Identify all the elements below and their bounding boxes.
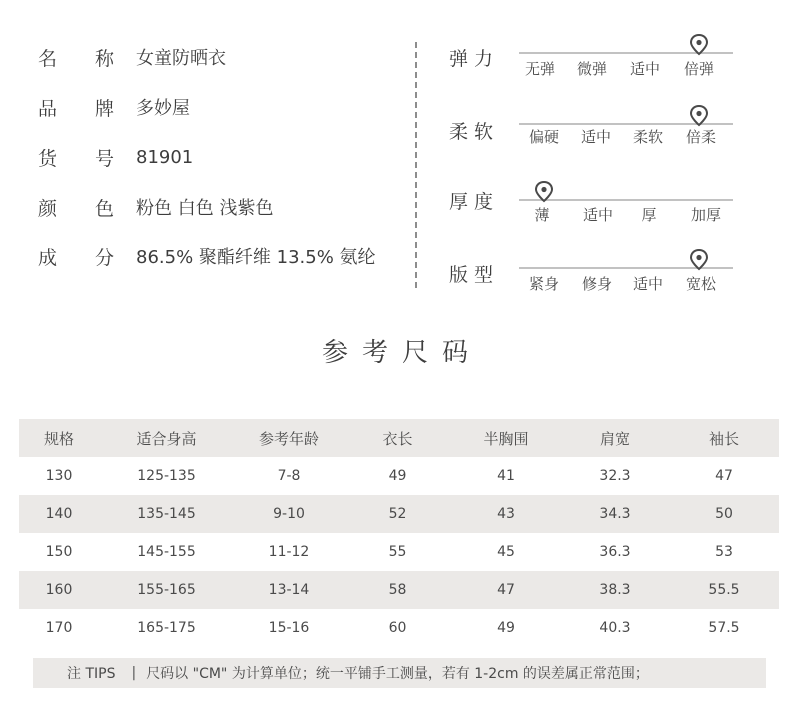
table-cell: 47 xyxy=(715,468,733,484)
table-cell: 11-12 xyxy=(268,544,310,560)
tips-separator: | xyxy=(131,665,137,681)
table-row xyxy=(19,495,779,533)
table-cell: 57.5 xyxy=(708,620,740,636)
table-cell: 43 xyxy=(497,506,515,522)
attr-name: 弹力 xyxy=(449,48,500,70)
table-cell: 45 xyxy=(497,544,515,560)
table-cell: 41 xyxy=(497,468,515,484)
attr-name: 厚度 xyxy=(449,191,500,213)
table-cell: 150 xyxy=(45,544,73,560)
info-label-char: 称 xyxy=(94,47,114,70)
table-cell: 52 xyxy=(388,506,407,522)
table-cell: 55 xyxy=(388,544,407,560)
info-label xyxy=(38,194,136,221)
table-cell: 140 xyxy=(45,506,73,522)
attr-option: 适中 xyxy=(632,275,664,293)
info-value-brand: 多妙屋 xyxy=(136,98,190,119)
info-label xyxy=(38,44,136,71)
tips-text: 尺码以 "CM" 为计算单位；统一平铺手工测量，若有 1-2cm 的误差属正常范围； xyxy=(146,666,649,682)
attr-option: 修身 xyxy=(581,275,613,293)
info-row-name xyxy=(38,43,226,71)
info-label-char: 名 xyxy=(38,47,58,70)
table-cell: 125-135 xyxy=(137,468,196,484)
column-header: 参考年龄 xyxy=(258,429,319,448)
info-label-char: 货 xyxy=(38,147,58,170)
attr-name: 版型 xyxy=(449,264,500,286)
info-value-item-number: 81901 xyxy=(136,146,194,168)
column-header: 适合身高 xyxy=(136,429,197,448)
attr-option-selected: 宽松 xyxy=(685,275,717,293)
info-value-colors: 粉色 白色 浅紫色 xyxy=(136,198,274,219)
table-row xyxy=(19,533,779,571)
table-cell: 36.3 xyxy=(599,544,631,560)
attr-option: 无弹 xyxy=(524,60,556,78)
table-cell: 13-14 xyxy=(268,582,310,598)
info-row-brand xyxy=(38,93,190,121)
attr-option: 加厚 xyxy=(690,206,722,224)
table-row xyxy=(19,609,779,647)
attr-option: 紧身 xyxy=(528,275,560,293)
attr-softness xyxy=(449,117,749,177)
table-cell: 32.3 xyxy=(599,468,631,484)
table-header-row xyxy=(19,419,779,457)
column-header: 袖长 xyxy=(708,429,739,448)
table-cell: 47 xyxy=(497,582,515,598)
table-cell: 55.5 xyxy=(708,582,740,598)
table-cell: 38.3 xyxy=(599,582,631,598)
info-row-color xyxy=(38,193,273,221)
info-label-char: 号 xyxy=(94,147,114,170)
attr-option-selected: 倍柔 xyxy=(685,128,717,146)
tips-bar xyxy=(33,658,766,688)
table-cell: 50 xyxy=(715,506,733,522)
table-row xyxy=(19,571,779,609)
tips-label: 注 TIPS xyxy=(67,666,116,682)
column-header: 衣长 xyxy=(382,429,413,448)
location-pin-icon xyxy=(689,249,709,273)
table-cell: 58 xyxy=(388,582,407,598)
column-header: 肩宽 xyxy=(599,429,630,448)
column-header: 半胸围 xyxy=(483,429,529,448)
location-pin-icon xyxy=(689,34,709,58)
attr-option-selected: 倍弹 xyxy=(683,60,715,78)
dashed-divider xyxy=(415,42,417,288)
attr-fit xyxy=(449,260,749,320)
attr-option: 厚 xyxy=(641,206,657,224)
info-label xyxy=(38,94,136,121)
info-row-composition xyxy=(38,242,376,270)
info-label-char: 分 xyxy=(94,246,114,269)
table-cell: 135-145 xyxy=(137,506,196,522)
table-cell: 49 xyxy=(388,468,407,484)
table-cell: 49 xyxy=(497,620,515,636)
table-row xyxy=(19,457,779,495)
section-title: 参考尺码 xyxy=(321,338,482,368)
table-cell: 170 xyxy=(45,620,73,636)
table-cell: 15-16 xyxy=(268,620,310,636)
info-value-composition: 86.5% 聚酯纤维 13.5% 氨纶 xyxy=(136,247,376,268)
table-cell: 130 xyxy=(45,468,73,484)
attr-option-selected: 薄 xyxy=(534,206,550,224)
info-label-char: 品 xyxy=(38,97,58,120)
size-table xyxy=(19,419,779,647)
table-cell: 145-155 xyxy=(137,544,196,560)
info-row-item-number xyxy=(38,143,193,171)
attr-thickness xyxy=(449,187,749,247)
table-cell: 160 xyxy=(45,582,73,598)
info-label-char: 色 xyxy=(94,197,114,220)
location-pin-icon xyxy=(534,181,554,205)
table-cell: 34.3 xyxy=(599,506,631,522)
info-label xyxy=(38,243,136,270)
attr-option: 适中 xyxy=(580,128,612,146)
info-label-char: 牌 xyxy=(94,97,114,120)
info-label-char: 颜 xyxy=(38,197,58,220)
table-cell: 60 xyxy=(388,620,407,636)
table-cell: 40.3 xyxy=(599,620,631,636)
table-cell: 155-165 xyxy=(137,582,196,598)
info-label xyxy=(38,144,136,171)
column-header: 规格 xyxy=(43,429,74,448)
table-cell: 165-175 xyxy=(137,620,196,636)
info-value-product-name: 女童防晒衣 xyxy=(136,48,226,69)
attr-name: 柔软 xyxy=(449,121,500,143)
table-cell: 7-8 xyxy=(277,468,301,484)
attr-option: 适中 xyxy=(629,60,661,78)
attr-option: 柔软 xyxy=(632,128,664,146)
attr-option: 偏硬 xyxy=(528,128,560,146)
table-cell: 9-10 xyxy=(273,506,305,522)
attr-option: 适中 xyxy=(582,206,614,224)
attr-option: 微弹 xyxy=(576,60,608,78)
attr-elasticity xyxy=(449,44,749,104)
info-label-char: 成 xyxy=(38,246,58,269)
table-cell: 53 xyxy=(715,544,733,560)
